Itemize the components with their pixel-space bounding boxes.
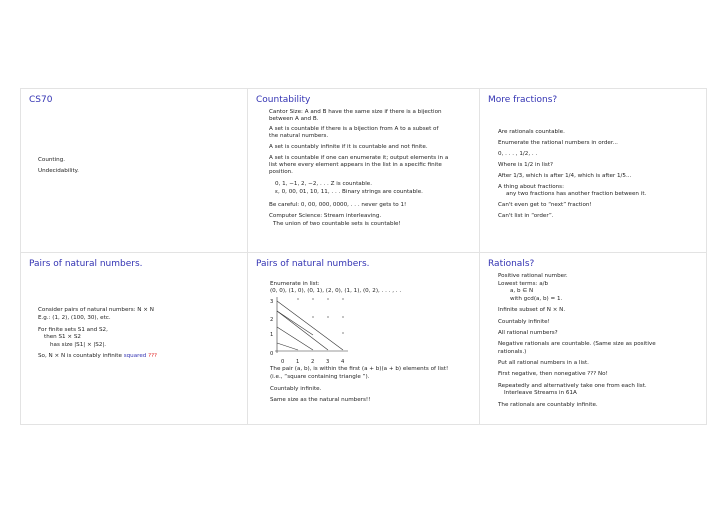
text-line: The union of two countable sets is countable! [273,221,401,227]
slide-more-fractions [479,88,707,254]
slide-title: CS70 [29,95,53,105]
text-line: between A and B. [269,116,319,122]
text-line: 0, 1, −1, 2, −2, . . . Z is countable. [275,181,373,187]
text-line: Where is 1/2 in list? [498,162,554,168]
grid-point [342,298,343,299]
text-line: a, b ∈ N [510,288,534,294]
grid-point [312,316,313,317]
axis-x-label: 1 [296,359,300,365]
slide-cs70 [20,88,249,254]
text-line: rationals.) [498,349,527,355]
highlight-question: ??? [148,353,158,359]
text-line: Infinite subset of N × N. [498,307,566,313]
axis-y-label: 3 [270,299,274,305]
text-line: The rationals are countably infinite. [498,402,598,408]
text-line: has size |S1| × |S2|. [50,342,107,348]
text-line: ε, 0, 00, 01, 10, 11, . . . Binary strings are countable. [275,189,423,195]
grid-point [327,298,328,299]
text-line: list where every element appears in the list in a specific finite [269,162,442,168]
text-span: So, N × N is countably infinite [38,353,124,359]
text-line: A set is countably infinite if it is countable and not finite. [269,144,428,150]
text-line: Enumerate in list: [270,281,320,287]
text-line: After 1/3, which is after 1/4, which is after 1/5... [498,173,632,179]
slide-pairs-natural-2 [247,252,481,425]
text-line: Negative rationals are countable. (Same size as positive [498,341,656,347]
text-line: Counting. [38,157,66,163]
text-line: Repeatedly and alternatively take one from each list. [498,383,647,389]
text-line [38,353,157,360]
text-line: Lowest terms: a/b [498,281,549,287]
text-line: Are rationals countable. [498,129,565,135]
text-line: with gcd(a, b) = 1. [510,296,563,302]
text-line: Countably infinite! [498,319,550,325]
slide-title: More fractions? [488,95,558,105]
text-line: Cantor Size: A and B have the same size if there is a bijection [269,109,442,115]
text-line: Can't even get to “next” fraction! [498,202,592,208]
slide-title: Rationals? [488,259,535,269]
text-line: Countably infinite. [270,386,322,392]
diagonal-line [277,327,313,350]
pair-enumeration-grid [268,297,358,365]
slide-title: Pairs of natural numbers. [29,259,143,269]
axis-y-label: 0 [270,351,274,357]
axis-y-label: 1 [270,332,274,338]
text-line: Enumerate the rational numbers in order... [498,140,618,146]
grid-point [312,298,313,299]
axis-x-label: 4 [341,359,345,365]
slide-title: Pairs of natural numbers. [256,259,370,269]
grid-point [342,316,343,317]
text-line: the natural numbers. [269,133,329,139]
slide-rationals [479,252,707,425]
text-line: Computer Science: Stream interleaving. [269,213,382,219]
text-line: position. [269,169,293,175]
text-line: First negative, then nonegative ??? No! [498,371,608,377]
text-line: Put all rational numbers in a list. [498,360,589,366]
axis-y-label: 2 [270,317,274,323]
text-line: A thing about fractions: [498,184,564,190]
diagonal-line [277,343,298,350]
text-line: Can't list in “order”. [498,213,554,219]
text-line: The pair (a, b), is within the first (a + b)(a + b) elements of list! [270,366,449,372]
text-line: Be careful: 0, 00, 000, 0000, . . . never gets to 1! [269,202,407,208]
axis-x-label: 2 [311,359,315,365]
grid-point [342,332,343,333]
text-line: 0, . . . , 1/2, . . [498,151,538,157]
text-line: E.g.: (1, 2), (100, 30), etc. [38,315,111,321]
axis-x-label: 0 [281,359,285,365]
text-line: For finite sets S1 and S2, [38,327,108,333]
text-line: Same size as the natural numbers!! [270,397,371,403]
slide-pairs-natural-1 [20,252,249,425]
highlight-squared: squared [123,353,147,359]
text-line: Positive rational number. [498,273,568,279]
text-line: then S1 × S2 [44,334,81,340]
text-line: All rational numbers? [498,330,558,336]
text-line: Interleave Streams in 61A [504,390,577,396]
text-line: Consider pairs of natural numbers: N × N [38,307,154,313]
text-line: A set is countable if one can enumerate it; output elements in a [269,155,449,161]
text-line: (i.e., “square containing triangle ”). [270,374,370,380]
slide-title: Countability [256,95,311,105]
diagonal-line [277,311,328,350]
grid-point [297,298,298,299]
text-line: A set is countable if there is a bijection from A to a subset of [269,126,439,132]
text-line: any two fractions has another fraction between it. [506,191,647,197]
diagonal-line [277,301,343,350]
text-line: (0, 0), (1, 0), (0, 1), (2, 0), (1, 1), (0, 2), . . . , . . [270,288,402,294]
text-line: Undecidability. [38,168,79,174]
grid-point [327,316,328,317]
slide-countability [247,88,481,254]
axis-x-label: 3 [326,359,330,365]
